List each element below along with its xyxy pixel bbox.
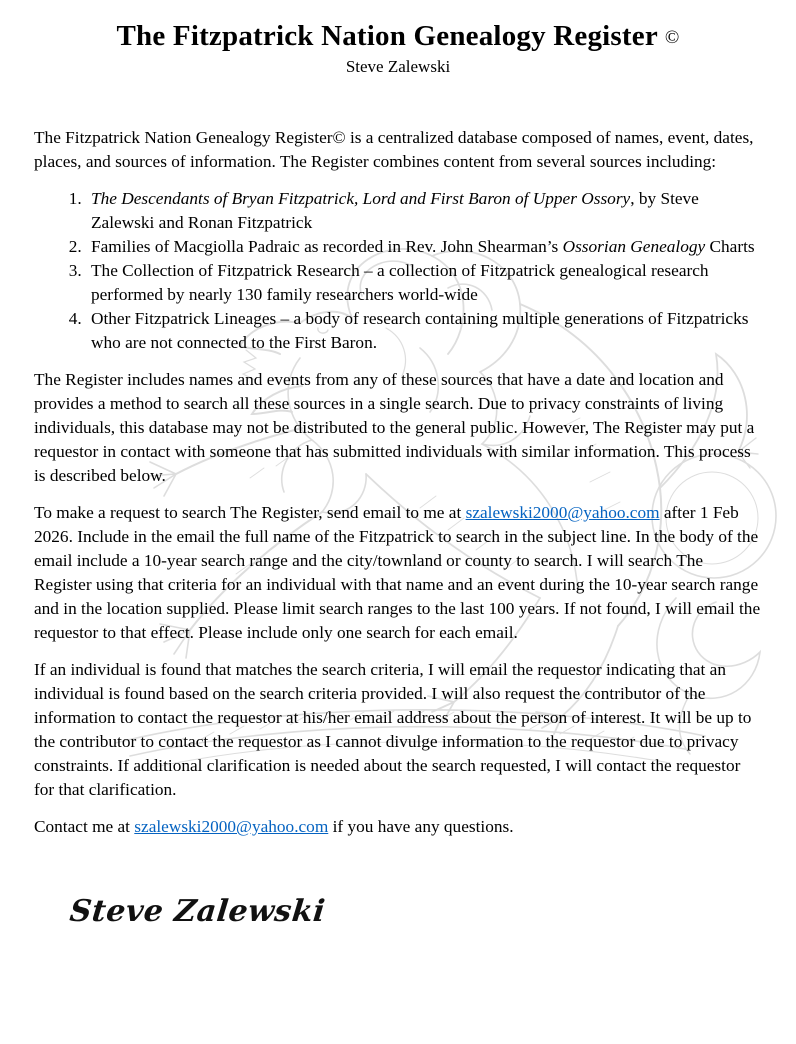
paragraph: To make a request to search The Register, send email to me at szalewski2000@yahoo.com after 1 Feb 2026. Include in the email the full name of the Fitzpatrick to search in the subject line. In the body of the email include a 10-year search range and the city/townland or county to search. I will search The Register using that criteria for an individual with that name and an event during the 10-year search range and in the location supplied. Please limit search ranges to the last 100 years. If not found, I will email the requestor to that effect. Please include only one search for each email. [34, 503, 761, 642]
sources-list [34, 187, 762, 355]
paragraph: The Fitzpatrick Nation Genealogy Register© is a centralized database composed of names, event, dates, places, and sources of information. The Register combines content from several sources including: [34, 128, 754, 171]
title-text: The Fitzpatrick Nation Genealogy Register [116, 20, 658, 52]
italic-text: The Descendants of Bryan Fitzpatrick, Lord and First Baron of Upper Ossory [91, 189, 631, 208]
list-item: 1. The Descendants of Bryan Fitzpatrick, Lord and First Baron of Upper Ossory, by Steve Zalewski and Ronan Fitzpatrick [86, 187, 762, 235]
paragraph: Contact me at szalewski2000@yahoo.com if you have any questions. [34, 817, 514, 836]
copyright-symbol: © [664, 27, 680, 48]
page-title [34, 20, 762, 53]
document-page [0, 20, 796, 929]
paragraph: The Register includes names and events from any of these sources that have a date and location and provides a method to search all these sources in a single search. Due to privacy constraints of living individuals, this database may not be distributed to the general public. However, The Register may put a requestor in contact with someone that has submitted individuals with similar information. This process is described below. [34, 370, 755, 485]
list-item: 3. The Collection of Fitzpatrick Research – a collection of Fitzpatrick genealogical research performed by nearly 130 family researchers world-wide [86, 259, 762, 307]
signature: Steve Zalewski [68, 894, 327, 929]
email-link[interactable]: szalewski2000@yahoo.com [465, 503, 660, 522]
list-item: 4. Other Fitzpatrick Lineages – a body of research containing multiple generations of Fitzpatricks who are not connected to the First Baron. [86, 307, 762, 355]
signature-block [34, 852, 762, 929]
author-byline: Steve Zalewski [345, 57, 451, 76]
italic-text: Ossorian Genealogy [562, 237, 706, 256]
list-item: 2. Families of Macgiolla Padraic as recorded in Rev. John Shearman’s Ossorian Genealogy Charts [86, 235, 762, 259]
email-link[interactable]: szalewski2000@yahoo.com [134, 817, 329, 836]
document-body [34, 126, 762, 839]
paragraph: If an individual is found that matches the search criteria, I will email the requestor indicating that an individual is found based on the search criteria provided. I will also request the contributor of the information to contact the requestor at his/her email address about the person of interest. It will be up to the contributor to contact the requestor as I cannot divulge information to the requestor due to privacy constraints. If additional clarification is needed about the search requested, I will contact the requestor for that clarification. [34, 660, 752, 799]
